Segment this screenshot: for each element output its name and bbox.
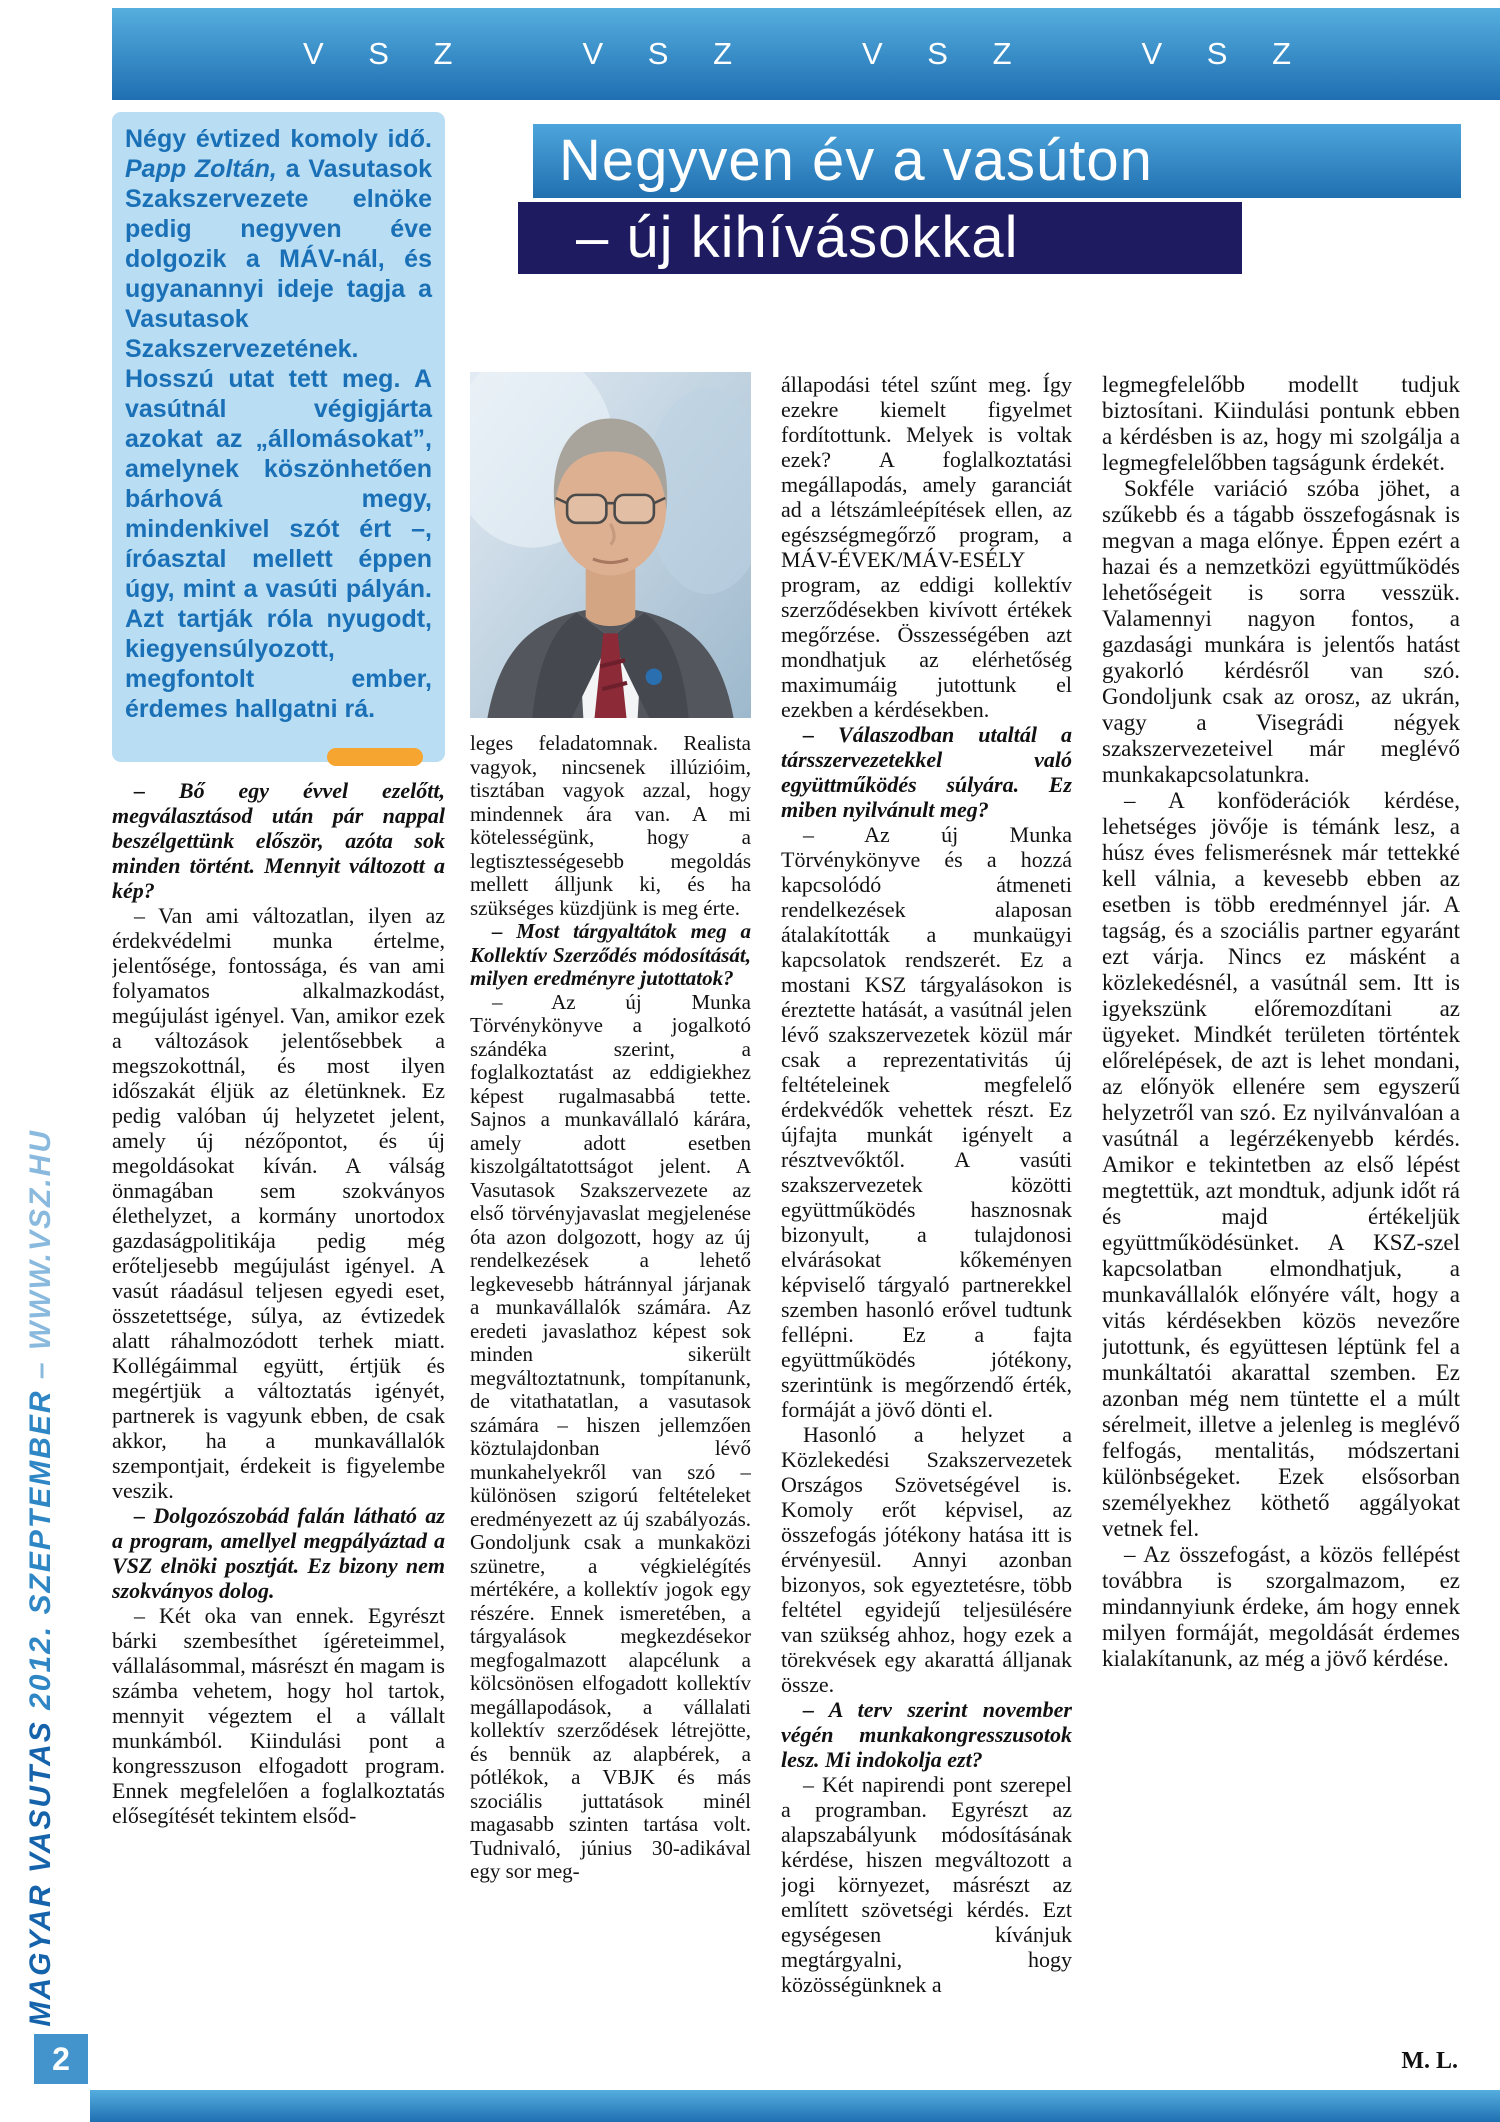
vsz-label: V S Z xyxy=(862,36,1030,71)
article-column-1 xyxy=(112,778,445,2074)
article-column-2 xyxy=(470,372,751,2078)
interview-question: – Bő egy évvel ezelőtt, megválasztásod után pár nappal beszélgettünk először, azóta sok minden történt. Mennyit változott a kép? xyxy=(112,778,445,903)
interview-answer: – Az összefogást, a közös fellépést továbbra is szorgalmazom, ez mindannyiunk érdeke, ám hogy ennek milyen formáját, megoldását érdemes kialakítanunk, az még a jövő kérdése. xyxy=(1102,1542,1460,1671)
article-title-line1: Negyven év a vasúton xyxy=(533,124,1461,198)
interview-answer: legmegfelelőbb modellt tudjuk biztosítani. Kiindulási pontunk ebben a kérdésben is az, hogy mi szolgálja a legmegfelelőbben tagságunk érdekét. xyxy=(1102,372,1460,475)
intro-box xyxy=(112,112,445,762)
vsz-label: V S Z xyxy=(302,36,471,71)
interview-answer: – Két napirendi pont szerepel a programban. Egyrészt az alapszabályunk módosításának kérdése, hiszen megváltozott a jogi környezet, másrészt az említett szövetségi kérdés. Ezt egységesen kívánjuk megtárgyalni, hogy közösségünknek a xyxy=(781,1772,1072,1997)
interview-answer: Sokféle variáció szóba jöhet, a szűkebb és a tágabb összefogásnak is megvan a maga előnye. Éppen ezért a hazai és a nemzetközi együttműködés lehetőségeit is sorra vesszük. Valamennyi nagyon fontos, a gazdasági munkára is jelentős hatást gyakorló kérdésről van szó. Gondoljunk csak az orosz, az ukrán, vagy a Visegrádi négyek szakszervezeteivel már meglévő munkakapcsolatunkra. xyxy=(1102,476,1460,787)
portrait-photo xyxy=(470,372,751,718)
person-name: Papp Zoltán, xyxy=(125,155,277,183)
vsz-label: V S Z xyxy=(582,36,750,71)
header-bar xyxy=(112,8,1500,100)
author-initials: M. L. xyxy=(1401,2048,1458,2074)
interview-answer: állapodási tétel szűnt meg. Így ezekre kiemelt figyelmet fordítottunk. Melyek is voltak ezek? A foglalkoztatási megállapodás, amely garanciát ad a létszámleépítések ellen, az egészségmegőrző program, a MÁV-ÉVEK/MÁV-ESÉLY program, az eddigi kollektív szerződésekben kivívott értékek megőrzése. Összességében azt mondhatjuk az elérhetőség maximumáig jutottunk el ezekben a kérdésekben. xyxy=(781,372,1072,722)
article-column-3 xyxy=(781,372,1072,2078)
interview-answer: leges feladatomnak. Realista vagyok, nincsenek illúzióim, tisztában vagyok azzal, hogy mindennek ára van. A mi kötelességünk, hogy a legtisztességesebb megoldás mellett álljunk ki, és ha szükséges küzdjünk is meg érte. xyxy=(470,731,751,920)
interview-answer: – A konföderációk kérdése, lehetséges jövője is témánk lesz, a húsz éves felismerésnek már tettekké kell válnia, a kevesebb ebben az esetben is több eredménnyel jár. A tagság, és a szociális partner egyaránt ezt várja. Nincs ez másként a közlekedésnél, a vasútnál sem. Itt is igyekszünk előremozdítani az ügyeket. Mindkét területen történtek előrelépések, de azt is lehet mondani, az előnyök ellenére sem egyszerű helyzetről van szó. Ez nyilvánvalóan a vasútnál a legérzékenyebb kérdés. Amikor e tekintetben az első lépést megtettük, azt mondtuk, adjunk időt rá és majd értékeljük együttműködésünket. A KSZ-szel kapcsolatban elmondhatjuk, a munkavállalók előnyére vált, hogy a vitás kérdésekben közös nevezőre jutottunk, és együttesen léptünk fel a munkáltatói akarattal szemben. Ez azonban még nem tüntette el a múlt sérelmeit, illetve a jelenleg is meglévő felfogás, mentalitás, módszertani különbségeket. Ezek elsősorban személyekhez köthető aggályokat vetnek fel. xyxy=(1102,788,1460,1541)
article-column-4 xyxy=(1102,372,1460,2078)
intro-text xyxy=(125,124,432,724)
interview-question: – Dolgozószobád falán látható az a program, amellyel megpályáztad a VSZ elnöki posztját. Ez bizony nem szokványos dolog. xyxy=(112,1503,445,1603)
vsz-label: V S Z xyxy=(1141,36,1310,71)
intro-text-part1: Négy évtized komoly idő. xyxy=(125,125,432,153)
magazine-name: MAGYAR VASUTAS xyxy=(24,1720,57,2027)
footer-bar xyxy=(90,2090,1500,2122)
interview-question: – Most tárgyaltátok meg a Kollektív Szerződés módosítását, milyen eredményre jutottatok? xyxy=(470,919,751,990)
interview-answer: – Van ami változatlan, ilyen az érdekvédelmi munka értelme, jelentősége, fontossága, és van ami folyamatos alkalmazkodást, megújulást igényel. Van, amikor ezek a változások jelentősebbek a megszokottnál, és most ilyen időszakát éljük az életünknek. Ez pedig valóban új helyzetet jelent, amely új nézőpontot, és új megoldásokat kíván. A válság önmagában sem szokványos élethelyzet, a kormány unortodox gazdaságpolitikája pedig még erőteljesebb megújulást igényel. A vasút ráadásul teljesen egyedi eset, összetettsége, súlya, az évtizedek alatt ráhalmozódott terhek miatt. Kollégáimmal együtt, értjük és megértjük a változtatás igényét, partnerek is vagyunk ebben, de csak akkor, ha a munkavállalók szempontjait, érdekeit is figyelembe veszik. xyxy=(112,903,445,1503)
issue-date: 2012. SZEPTEMBER xyxy=(24,1389,57,1711)
left-margin-strip xyxy=(0,0,112,2122)
article-title-line2: – új kihívásokkal xyxy=(518,202,1242,274)
interview-question: – A terv szerint november végén munkakongresszusotok lesz. Mi indokolja ezt? xyxy=(781,1697,1072,1772)
interview-answer: Hasonló a helyzet a Közlekedési Szakszervezetek Országos Szövetségével is. Komoly erőt képvisel, az összefogás jótékony hatása itt is érvényesül. Annyi azonban bizonyos, sok egyeztetésre, több feltétel egyidejű teljesülésére van szükség ahhoz, hogy ezek a törekvések egy akarattá álljanak össze. xyxy=(781,1422,1072,1697)
intro-text-part2: a Vasutasok Szakszervezete elnöke pedig negyven éve dolgozik a MÁV-nál, és ugyanannyi ideje tagja a Vasutasok Szakszervezetének. Hosszú utat tett meg. A vasútnál végigjárta azokat az „állomásokat”, amelynek köszönhetően bárhová megy, mindenkivel szót ért –, íróasztal mellett éppen úgy, mint a vasúti pályán. Azt tartják róla nyugodt, kiegyensúlyozott, megfontolt ember, érdemes hallgatni rá. xyxy=(125,155,432,723)
magazine-masthead-vertical xyxy=(24,1129,58,2027)
website-url[interactable]: – WWW.VSZ.HU xyxy=(24,1129,57,1380)
page-number: 2 xyxy=(34,2034,88,2084)
interview-question: – Válaszodban utaltál a társszervezetekkel való együttműködés súlyára. Ez miben nyilvánult meg? xyxy=(781,722,1072,822)
interview-answer: – Az új Munka Törvénykönyve és a hozzá kapcsolódó átmeneti rendelkezések alaposan átalakították a munkaügyi kapcsolatok rendszerét. Ez a mostani KSZ tárgyalásokon is éreztette hatását, a vasútnál jelen lévő szakszervezetek közül már csak a reprezentativitás új feltételeinek megfelelő érdekvédők vehettek részt. Ez újfajta munkát igényelt a résztvevőktől. A vasúti szakszervezetek közötti együttműködés hasznosnak bizonyult, a tulajdonosi elvárásokat kőkeményen képviselő tárgyaló partnerekkel szemben hasonló erővel tudtunk fellépni. Ez a fajta együttműködés jótékony, szerintünk is megőrzendő érték, formáját a jövő dönti el. xyxy=(781,822,1072,1422)
interview-answer: – Két oka van ennek. Egyrészt bárki szembesíthet ígéreteimmel, vállalásommal, másrészt én magam is számba vehetem, hogy hol tartok, mennyit végeztem el a vállalt munkámból. Kiindulási pont a kongresszuson elfogadott program. Ennek megfelelően a foglalkoztatás elősegítését tekintem elsőd- xyxy=(112,1603,445,1828)
interview-answer: – Az új Munka Törvénykönyve a jogalkotó szándéka szerint, a foglalkoztatást az eddigiekhez képest rugalmasabbá tette. Sajnos a munkavállaló kárára, amely adott esetben kiszolgáltatottságot jelent. A Vasutasok Szakszervezete az első törvényjavaslat megjelenése óta azon dolgozott, hogy az új rendelkezések a lehető legkevesebb hátránnyal járjanak a munkavállalók számára. Az eredeti javaslathoz képest sok minden sikerült megváltoztatnunk, tompítanunk, de vitathatatlan, a vasutasok számára – hiszen jellemzően köztulajdonban lévő munkahelyekről van szó – különösen szigorú feltételeket eredményezett az új szabályozás. Gondoljunk csak a munkaközi szünetre, a végkielégítés mértékére, a kollektív jogok egy részére. Ennek ismeretében, a tárgyalások megkezdésekor megfogalmazott alapcélunk a kölcsönösen elfogadott kollektív megállapodások, a vállalati kollektív szerződések létrejötte, és bennük az alapbérek, a pótlékok, a VBJK és más szociális juttatások minél magasabb szinten tartása volt. Tudnivaló, június 30-adikával egy sor meg- xyxy=(470,989,751,1883)
orange-accent-tab xyxy=(327,748,423,766)
